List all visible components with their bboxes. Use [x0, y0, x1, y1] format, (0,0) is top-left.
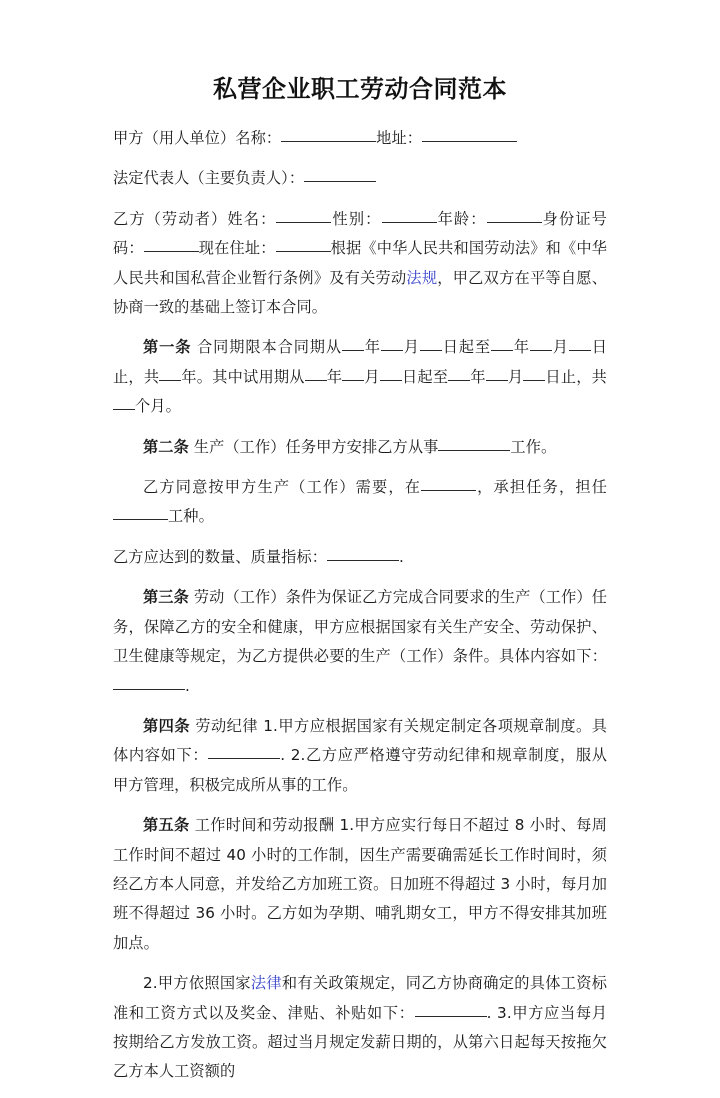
- fill-in-blank[interactable]: [208, 743, 280, 759]
- text-run: 日止，共: [113, 338, 608, 386]
- inline-link[interactable]: 法律: [250, 974, 282, 993]
- text-run: 工作。: [510, 437, 557, 456]
- fill-in-blank[interactable]: [382, 207, 437, 223]
- fill-in-blank[interactable]: [438, 435, 510, 451]
- text-run: 地址：: [376, 129, 423, 147]
- fill-in-blank[interactable]: [281, 126, 376, 142]
- fill-in-blank[interactable]: [305, 365, 327, 381]
- text-run: 乙方（劳动者）姓名：: [113, 209, 277, 228]
- fill-in-blank[interactable]: [304, 166, 376, 182]
- fill-in-blank[interactable]: [276, 207, 331, 223]
- paragraph-legal-representative: [113, 164, 607, 193]
- fill-in-blank[interactable]: [113, 504, 168, 520]
- text-run: 年: [513, 338, 530, 357]
- text-run: 年: [364, 338, 381, 357]
- text-run: .: [185, 676, 190, 695]
- text-run: 个月。: [135, 397, 181, 416]
- text-run: 甲方（用人单位）名称：: [113, 129, 282, 147]
- text-run: . 3.甲方应当每月按期给乙方发放工资。超过当月规定发薪日期的，从第六日起每天按拖欠乙方本人工资额的: [113, 1003, 607, 1081]
- paragraph-article-4-discipline: [113, 712, 607, 800]
- article-heading: 第一条: [143, 338, 192, 357]
- fill-in-blank[interactable]: [421, 475, 476, 491]
- text-run: 年: [326, 367, 343, 386]
- text-run: 月: [364, 367, 380, 386]
- fill-in-blank[interactable]: [380, 365, 402, 381]
- fill-in-blank[interactable]: [422, 126, 517, 142]
- fill-in-blank[interactable]: [569, 335, 591, 351]
- text-run: 2.甲方依照国家: [143, 974, 251, 993]
- fill-in-blank[interactable]: [381, 335, 403, 351]
- text-run: 和有关政策规定，同乙方协商确定的具体工资标准和工资方式以及奖金、津贴、补贴如下：: [113, 974, 608, 1022]
- fill-in-blank[interactable]: [415, 1001, 487, 1017]
- fill-in-blank[interactable]: [327, 545, 399, 561]
- fill-in-blank[interactable]: [113, 674, 185, 690]
- fill-in-blank[interactable]: [486, 365, 508, 381]
- fill-in-blank[interactable]: [144, 236, 199, 252]
- text-run: ，承担任务，担任: [476, 478, 607, 497]
- fill-in-blank[interactable]: [523, 365, 545, 381]
- fill-in-blank[interactable]: [276, 236, 331, 252]
- text-run: 劳动（工作）条件为保证乙方完成合同要求的生产（工作）任务，保障乙方的安全和健康，甲方应根据国家有关生产安全、劳动保护、卫生健康等规定，为乙方提供必要的生产（工作）条件。具体内容如下：: [113, 588, 607, 666]
- paragraph-article-2-quality-targets: [113, 543, 607, 572]
- text-run: 法定代表人（主要负责人）：: [113, 169, 305, 188]
- inline-link[interactable]: 法规: [406, 268, 438, 287]
- text-run: 日起至: [441, 338, 492, 357]
- paragraph-article-2-party-b-consent: [113, 473, 607, 532]
- text-run: 现在住址：: [198, 239, 276, 258]
- article-heading: 第三条: [143, 588, 189, 607]
- paragraph-article-5-hours: [113, 811, 607, 958]
- document-body: [113, 72, 607, 1098]
- fill-in-blank[interactable]: [113, 394, 135, 410]
- text-run: ，甲乙双方在平等自愿、协商一致的基础上签订本合同。: [113, 268, 608, 317]
- page-title: 私营企业职工劳动合同范本: [213, 74, 507, 103]
- text-run: 年。其中试用期从: [181, 367, 305, 386]
- text-run: 月: [551, 338, 569, 357]
- text-run: 乙方同意按甲方生产（工作）需要，在: [143, 478, 422, 497]
- paragraph-article-2-work-assignment: [113, 433, 607, 462]
- paragraph-article-3-conditions: [113, 583, 607, 701]
- text-run: 年龄：: [436, 209, 487, 228]
- fill-in-blank[interactable]: [448, 365, 470, 381]
- text-run: .: [399, 547, 404, 566]
- text-run: 劳动纪律 1.甲方应根据国家有关规定制定各项规章制度。具体内容如下：: [113, 716, 608, 765]
- text-run: 生产（工作）任务甲方安排乙方从事: [188, 437, 439, 456]
- fill-in-blank[interactable]: [342, 365, 364, 381]
- text-run: 月: [507, 367, 524, 386]
- paragraph-party-a-name-address: [113, 124, 607, 153]
- fill-in-blank[interactable]: [159, 365, 181, 381]
- fill-in-blank[interactable]: [420, 335, 442, 351]
- text-run: 乙方应达到的数量、质量指标：: [113, 547, 328, 566]
- text-run: 年: [470, 367, 486, 386]
- text-run: 工种。: [168, 507, 214, 526]
- article-heading: 第四条: [143, 716, 191, 735]
- text-run: 合同期限本合同期从: [191, 338, 343, 357]
- fill-in-blank[interactable]: [342, 335, 364, 351]
- fill-in-blank[interactable]: [487, 207, 542, 223]
- paragraph-container: [113, 124, 607, 1087]
- text-run: . 2.乙方应严格遵守劳动纪律和规章制度，服从甲方管理，积极完成所从事的工作。: [113, 746, 607, 794]
- text-run: 性别：: [331, 209, 382, 228]
- paragraph-party-b-identity-and-preamble: [113, 205, 607, 323]
- text-run: 月: [402, 338, 420, 357]
- fill-in-blank[interactable]: [530, 335, 552, 351]
- text-run: 身份证号码：: [113, 209, 607, 258]
- text-run: 工作时间和劳动报酬 1.甲方应实行每日不超过 8 小时、每周工作时间不超过 40 小时的工作制，因生产需要确需延长工作时间时，须经乙方本人同意，并发给乙方加班工资。日加班不得超过 3 小时，每月加班不得超过 36 小时。乙方如为孕期、哺乳期女工，甲方不得安排其加班加点。: [113, 816, 607, 952]
- paragraph-article-1-term: [113, 333, 607, 421]
- article-heading: 第五条: [143, 816, 190, 835]
- text-run: 根据《中华人民共和国劳动法》和《中华人民共和国私营企业暂行条例》及有关劳动: [113, 239, 607, 287]
- paragraph-article-5-wages: [113, 969, 607, 1087]
- article-heading: 第二条: [143, 437, 189, 456]
- fill-in-blank[interactable]: [491, 335, 513, 351]
- text-run: 日止，共: [545, 367, 607, 386]
- text-run: 日起至: [401, 367, 449, 386]
